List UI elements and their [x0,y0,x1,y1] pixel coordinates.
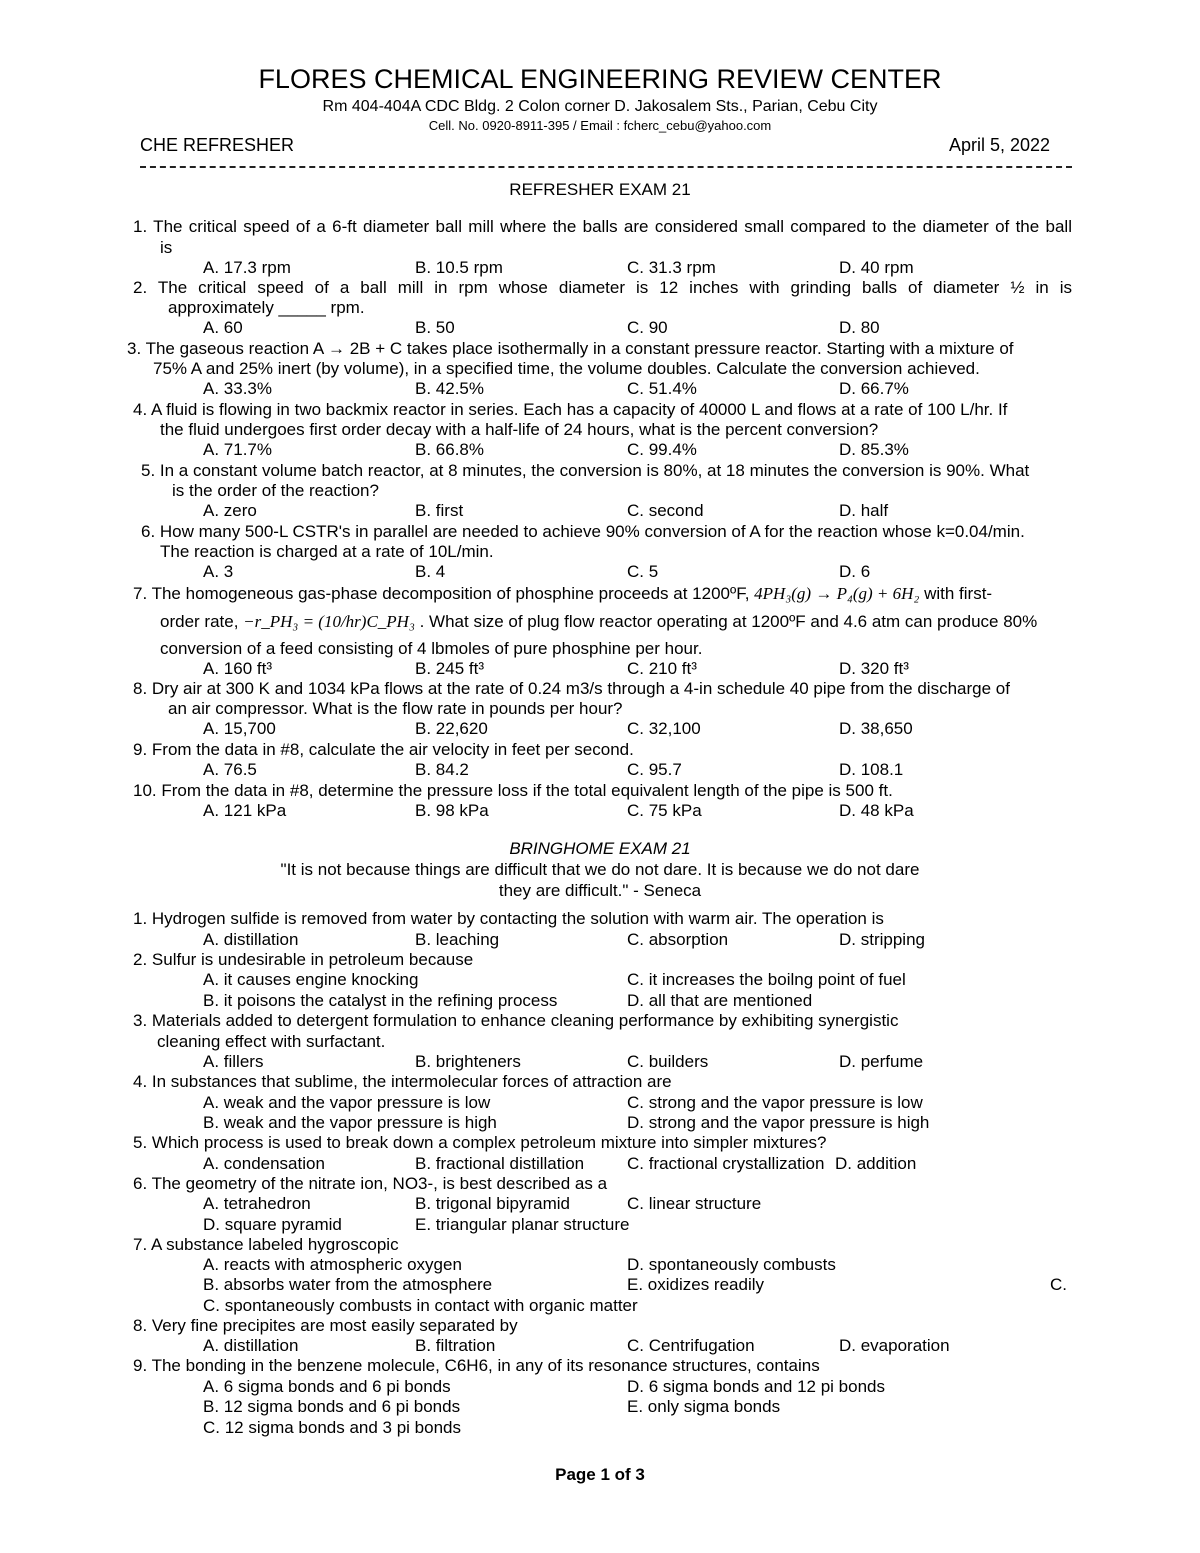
b-q2-option-d: D. all that are mentioned [627,991,813,1010]
b-q7-option-a: A. reacts with atmospheric oxygen [203,1255,462,1274]
r-q5-option-a: A. zero [203,501,257,520]
r-q9-option-b: B. 84.2 [415,760,469,779]
b-q7-option-d: D. spontaneously combusts [627,1255,836,1274]
r-q7-line2 [160,612,1037,632]
b-q5-line1: 5. Which process is used to break down a complex petroleum mixture into simpler mixtures? [133,1133,827,1152]
b-q6-option-c: C. linear structure [627,1194,762,1213]
r-q5-option-c: C. second [627,501,704,520]
r-q5-line2: is the order of the reaction? [172,481,379,500]
b-q3-line2: cleaning effect with surfactant. [157,1032,386,1051]
r-q8-line2: an air compressor. What is the flow rate in pounds per hour? [168,699,623,718]
b-q6-option-e: E. triangular planar structure [415,1215,630,1234]
r-q4-line2: the fluid undergoes first order decay with a half-life of 24 hours, what is the percent conversion? [160,420,879,439]
r-q7-option-b: B. 245 ft³ [415,659,484,678]
r-q3-option-a: A. 33.3% [203,379,272,398]
b-q3-option-a: A. fillers [203,1052,264,1071]
b-q6-option-d: D. square pyramid [203,1215,342,1234]
r-q8-option-b: B. 22,620 [415,719,488,738]
r-q7-rate-law: −r_PH₃ = (10/hr)C_PH₃ [243,612,415,631]
r-q2-option-a: A. 60 [203,318,243,337]
exam-date: April 5, 2022 [949,135,1051,155]
r-q3-line1: 3. The gaseous reaction A → 2B + C takes place isothermally in a constant pressure reactor. Starting with a mixture of [127,339,1014,358]
b-q8-option-d: D. evaporation [839,1336,950,1355]
r-q2-line1: 2. The critical speed of a ball mill in rpm whose diameter is 12 inches with grinding balls of diameter ½ in is [133,278,1072,297]
r-q1-option-a: A. 17.3 rpm [203,258,291,277]
b-q4-option-a: A. weak and the vapor pressure is low [203,1093,491,1112]
b-q2-line1: 2. Sulfur is undesirable in petroleum because [133,950,474,969]
r-q3-line2: 75% A and 25% inert (by volume), in a specified time, the volume doubles. Calculate the conversion achieved. [153,359,980,378]
quote-line2: they are difficult." - Seneca [498,881,702,900]
b-q1-option-d: D. stripping [839,930,925,949]
b-q8-option-c: C. Centrifugation [627,1336,755,1355]
b-q5-option-a: A. condensation [203,1154,325,1173]
b-q7-option-e: E. oxidizes readily [627,1275,765,1294]
r-q3-option-d: D. 66.7% [839,379,909,398]
r-q10-option-c: C. 75 kPa [627,801,702,820]
r-q7-option-c: C. 210 ft³ [627,659,697,678]
b-q4-option-d: D. strong and the vapor pressure is high [627,1113,930,1132]
r-q1-option-b: B. 10.5 rpm [415,258,503,277]
r-q8-line1: 8. Dry air at 300 K and 1034 kPa flows at the rate of 0.24 m3/s through a 4-in schedule 40 pipe from the discharge of [133,679,1010,698]
b-q2-option-a: A. it causes engine knocking [203,970,419,989]
b-q4-option-c: C. strong and the vapor pressure is low [627,1093,923,1112]
r-q7-line1 [133,584,992,604]
b-q5-option-b: B. fractional distillation [415,1154,585,1173]
b-q7-line1: 7. A substance labeled hygroscopic [133,1235,399,1254]
b-q3-option-b: B. brighteners [415,1052,521,1071]
b-q5-option-c: C. fractional crystallization [627,1154,825,1173]
r-q9-option-d: D. 108.1 [839,760,904,779]
center-title: FLORES CHEMICAL ENGINEERING REVIEW CENTER [258,64,942,94]
r-q4-line1: 4. A fluid is flowing in two backmix reactor in series. Each has a capacity of 40000 L and flows at a rate of 100 L/hr. If [133,400,1008,419]
r-q6-option-a: A. 3 [203,562,234,581]
r-q6-option-c: C. 5 [627,562,659,581]
b-q9-option-c: C. 12 sigma bonds and 3 pi bonds [203,1418,462,1437]
b-q6-option-b: B. trigonal bipyramid [415,1194,570,1213]
b-q1-option-b: B. leaching [415,930,500,949]
b-q9-option-a: A. 6 sigma bonds and 6 pi bonds [203,1377,451,1396]
r-q7-option-a: A. 160 ft³ [203,659,272,678]
r-q7-line3: conversion of a feed consisting of 4 lbmoles of pure phosphine per hour. [160,639,703,658]
b-q9-option-d: D. 6 sigma bonds and 12 pi bonds [627,1377,886,1396]
r-q5-option-b: B. first [415,501,464,520]
r-q8-option-a: A. 15,700 [203,719,276,738]
r-q9-option-c: C. 95.7 [627,760,682,779]
r-q9-option-a: A. 76.5 [203,760,257,779]
r-q8-option-c: C. 32,100 [627,719,701,738]
b-q7-option-b: B. absorbs water from the atmosphere [203,1275,493,1294]
b-q2-option-b: B. it poisons the catalyst in the refining process [203,991,558,1010]
r-q6-option-b: B. 4 [415,562,446,581]
r-q6-option-d: D. 6 [839,562,871,581]
r-q2-option-d: D. 80 [839,318,880,337]
r-q7-line2-start: order rate, [160,612,239,631]
b-q7-option-c: C. spontaneously combusts in contact with organic matter [203,1296,638,1315]
r-q7-equation: 4PH₃(g) → P₄(g) + 6H₂ [754,584,920,603]
b-q5-option-d: D. addition [835,1154,917,1173]
r-q4-option-a: A. 71.7% [203,440,272,459]
b-q3-line1: 3. Materials added to detergent formulation to enhance cleaning performance by exhibiting synergistic [133,1011,899,1030]
b-q1-option-a: A. distillation [203,930,299,949]
r-q10-option-d: D. 48 kPa [839,801,914,820]
b-q9-option-e: E. only sigma bonds [627,1397,781,1416]
course-label: CHE REFRESHER [140,135,295,155]
b-q3-option-c: C. builders [627,1052,709,1071]
refresher-exam-title: REFRESHER EXAM 21 [509,180,691,199]
b-q8-line1: 8. Very fine precipites are most easily separated by [133,1316,518,1335]
r-q6-line2: The reaction is charged at a rate of 10L/min. [160,542,494,561]
r-q10-option-a: A. 121 kPa [203,801,287,820]
b-q9-option-b: B. 12 sigma bonds and 6 pi bonds [203,1397,461,1416]
r-q5-line1: 5. In a constant volume batch reactor, at 8 minutes, the conversion is 80%, at 18 minutes the conversion is 90%. What [141,461,1030,480]
b-q6-line1: 6. The geometry of the nitrate ion, NO3-, is best described as a [133,1174,608,1193]
center-contact: Cell. No. 0920-8911-395 / Email : fcherc_cebu@yahoo.com [428,118,772,133]
b-q6-option-a: A. tetrahedron [203,1194,311,1213]
b-q1-line1: 1. Hydrogen sulfide is removed from water by contacting the solution with warm air. The operation is [133,909,884,928]
b-q4-option-b: B. weak and the vapor pressure is high [203,1113,497,1132]
r-q1-line1: 1. The critical speed of a 6-ft diameter ball mill where the balls are considered small compared to the diameter of the ball [133,217,1072,236]
b-q8-option-a: A. distillation [203,1336,299,1355]
quote-line1: "It is not because things are difficult that we do not dare. It is because we do not dare [280,860,920,879]
r-q7-line1-end: with first- [924,584,993,603]
b-q8-option-b: B. filtration [415,1336,496,1355]
b-q9-line1: 9. The bonding in the benzene molecule, C6H6, in any of its resonance structures, contains [133,1356,820,1375]
r-q2-option-c: C. 90 [627,318,668,337]
r-q10-option-b: B. 98 kPa [415,801,489,820]
bringhome-exam-title: BRINGHOME EXAM 21 [509,839,691,858]
b-q3-option-d: D. perfume [839,1052,924,1071]
r-q4-option-d: D. 85.3% [839,440,909,459]
r-q7-line1-text: 7. The homogeneous gas-phase decomposition of phosphine proceeds at 1200ºF, [133,584,750,603]
r-q2-option-b: B. 50 [415,318,455,337]
r-q1-line2: is [160,238,173,257]
r-q4-option-c: C. 99.4% [627,440,697,459]
page-number: Page 1 of 3 [555,1465,645,1484]
r-q1-option-d: D. 40 rpm [839,258,914,277]
r-q9-line1: 9. From the data in #8, calculate the air velocity in feet per second. [133,740,634,759]
r-q2-line2: approximately _____ rpm. [168,298,365,317]
b-q1-option-c: C. absorption [627,930,729,949]
r-q3-option-b: B. 42.5% [415,379,484,398]
r-q7-line2-end: . What size of plug flow reactor operating at 1200ºF and 4.6 atm can produce 80% [419,612,1038,631]
b-q4-line1: 4. In substances that sublime, the intermolecular forces of attraction are [133,1072,672,1091]
dashed-divider [140,166,1072,168]
r-q6-line1: 6. How many 500-L CSTR's in parallel are needed to achieve 90% conversion of A for the reaction whose k=0.04/min. [141,522,1025,541]
r-q4-option-b: B. 66.8% [415,440,484,459]
r-q8-option-d: D. 38,650 [839,719,913,738]
r-q5-option-d: D. half [839,501,889,520]
center-address: Rm 404-404A CDC Bldg. 2 Colon corner D. Jakosalem Sts., Parian, Cebu City [322,98,878,115]
r-q7-option-d: D. 320 ft³ [839,659,909,678]
r-q3-option-c: C. 51.4% [627,379,697,398]
r-q1-option-c: C. 31.3 rpm [627,258,716,277]
b-q2-option-c: C. it increases the boilng point of fuel [627,970,906,989]
r-q10-line1: 10. From the data in #8, determine the pressure loss if the total equivalent length of the pipe is 500 ft. [133,781,893,800]
b-q7-stray-label: C. [1050,1275,1067,1294]
